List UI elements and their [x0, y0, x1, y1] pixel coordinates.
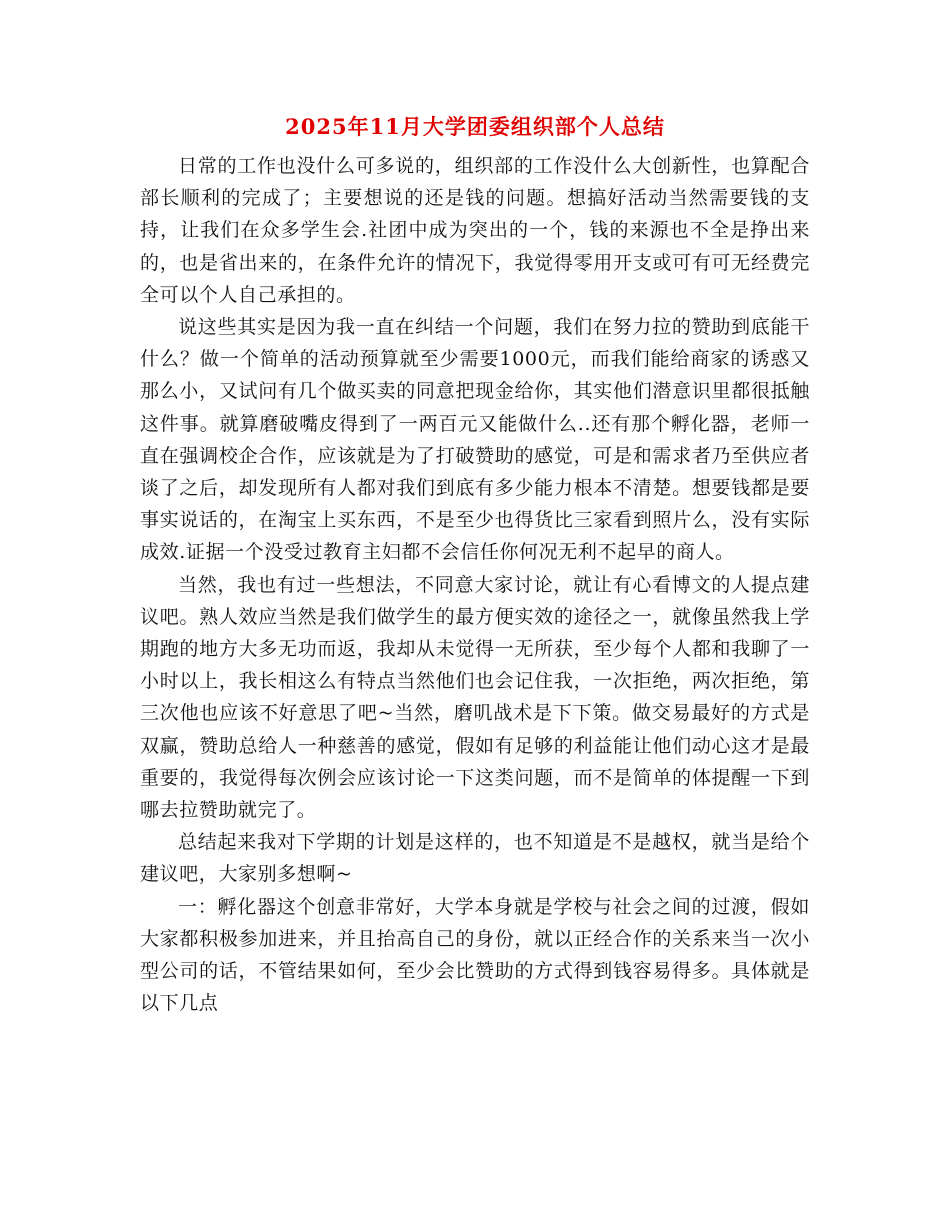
paragraph-1: 日常的工作也没什么可多说的，组织部的工作没什么大创新性，也算配合部长顺利的完成了；主要想说的还是钱的问题。想搞好活动当然需要钱的支持，让我们在众多学生会.社团中成为突出的一个，钱的来源也不全是挣出来的，也是省出来的，在条件允许的情况下，我觉得零用开支或可有可无经费完全可以个人自己承担的。: [140, 155, 810, 306]
document-body: [140, 150, 810, 1019]
paragraph-2: 说这些其实是因为我一直在纠结一个问题，我们在努力拉的赞助到底能干什么？做一个简单的活动预算就至少需要1000元，而我们能给商家的诱惑又那么小，又试问有几个做买卖的同意把现金给你，其实他们潜意识里都很抵触这件事。就算磨破嘴皮得到了一两百元又能做什么..还有那个孵化器，老师一直在强调校企合作，应该就是为了打破赞助的感觉，可是和需求者乃至供应者谈了之后，却发现所有人都对我们到底有多少能力根本不清楚。想要钱都是要事实说话的，在淘宝上买东西，不是至少也得货比三家看到照片么，没有实际成效.证据一个没受过教育主妇都不会信任你何况无利不起早的商人。: [140, 316, 810, 564]
paragraph-4: 总结起来我对下学期的计划是这样的，也不知道是不是越权，就当是给个建议吧，大家别多想啊~: [140, 831, 810, 886]
paragraph-3: 当然，我也有过一些想法，不同意大家讨论，就让有心看博文的人提点建议吧。熟人效应当然是我们做学生的最方便实效的途径之一，就像虽然我上学期跑的地方大多无功而返，我却从未觉得一无所获，至少每个人都和我聊了一小时以上，我长相这么有特点当然他们也会记住我，一次拒绝，两次拒绝，第三次他也应该不好意思了吧~当然，磨叽战术是下下策。做交易最好的方式是双赢，赞助总给人一种慈善的感觉，假如有足够的利益能让他们动心这才是最重要的，我觉得每次例会应该讨论一下这类问题，而不是简单的体提醒一下到哪去拉赞助就完了。: [140, 573, 810, 822]
paragraph-5: 一：孵化器这个创意非常好，大学本身就是学校与社会之间的过渡，假如大家都积极参加进来，并且抬高自己的身份，就以正经合作的关系来当一次小型公司的话，不管结果如何，至少会比赞助的方式得到钱容易得多。具体就是以下几点: [140, 895, 810, 1015]
page-title: 2025年11月大学团委组织部个人总结: [285, 114, 665, 139]
